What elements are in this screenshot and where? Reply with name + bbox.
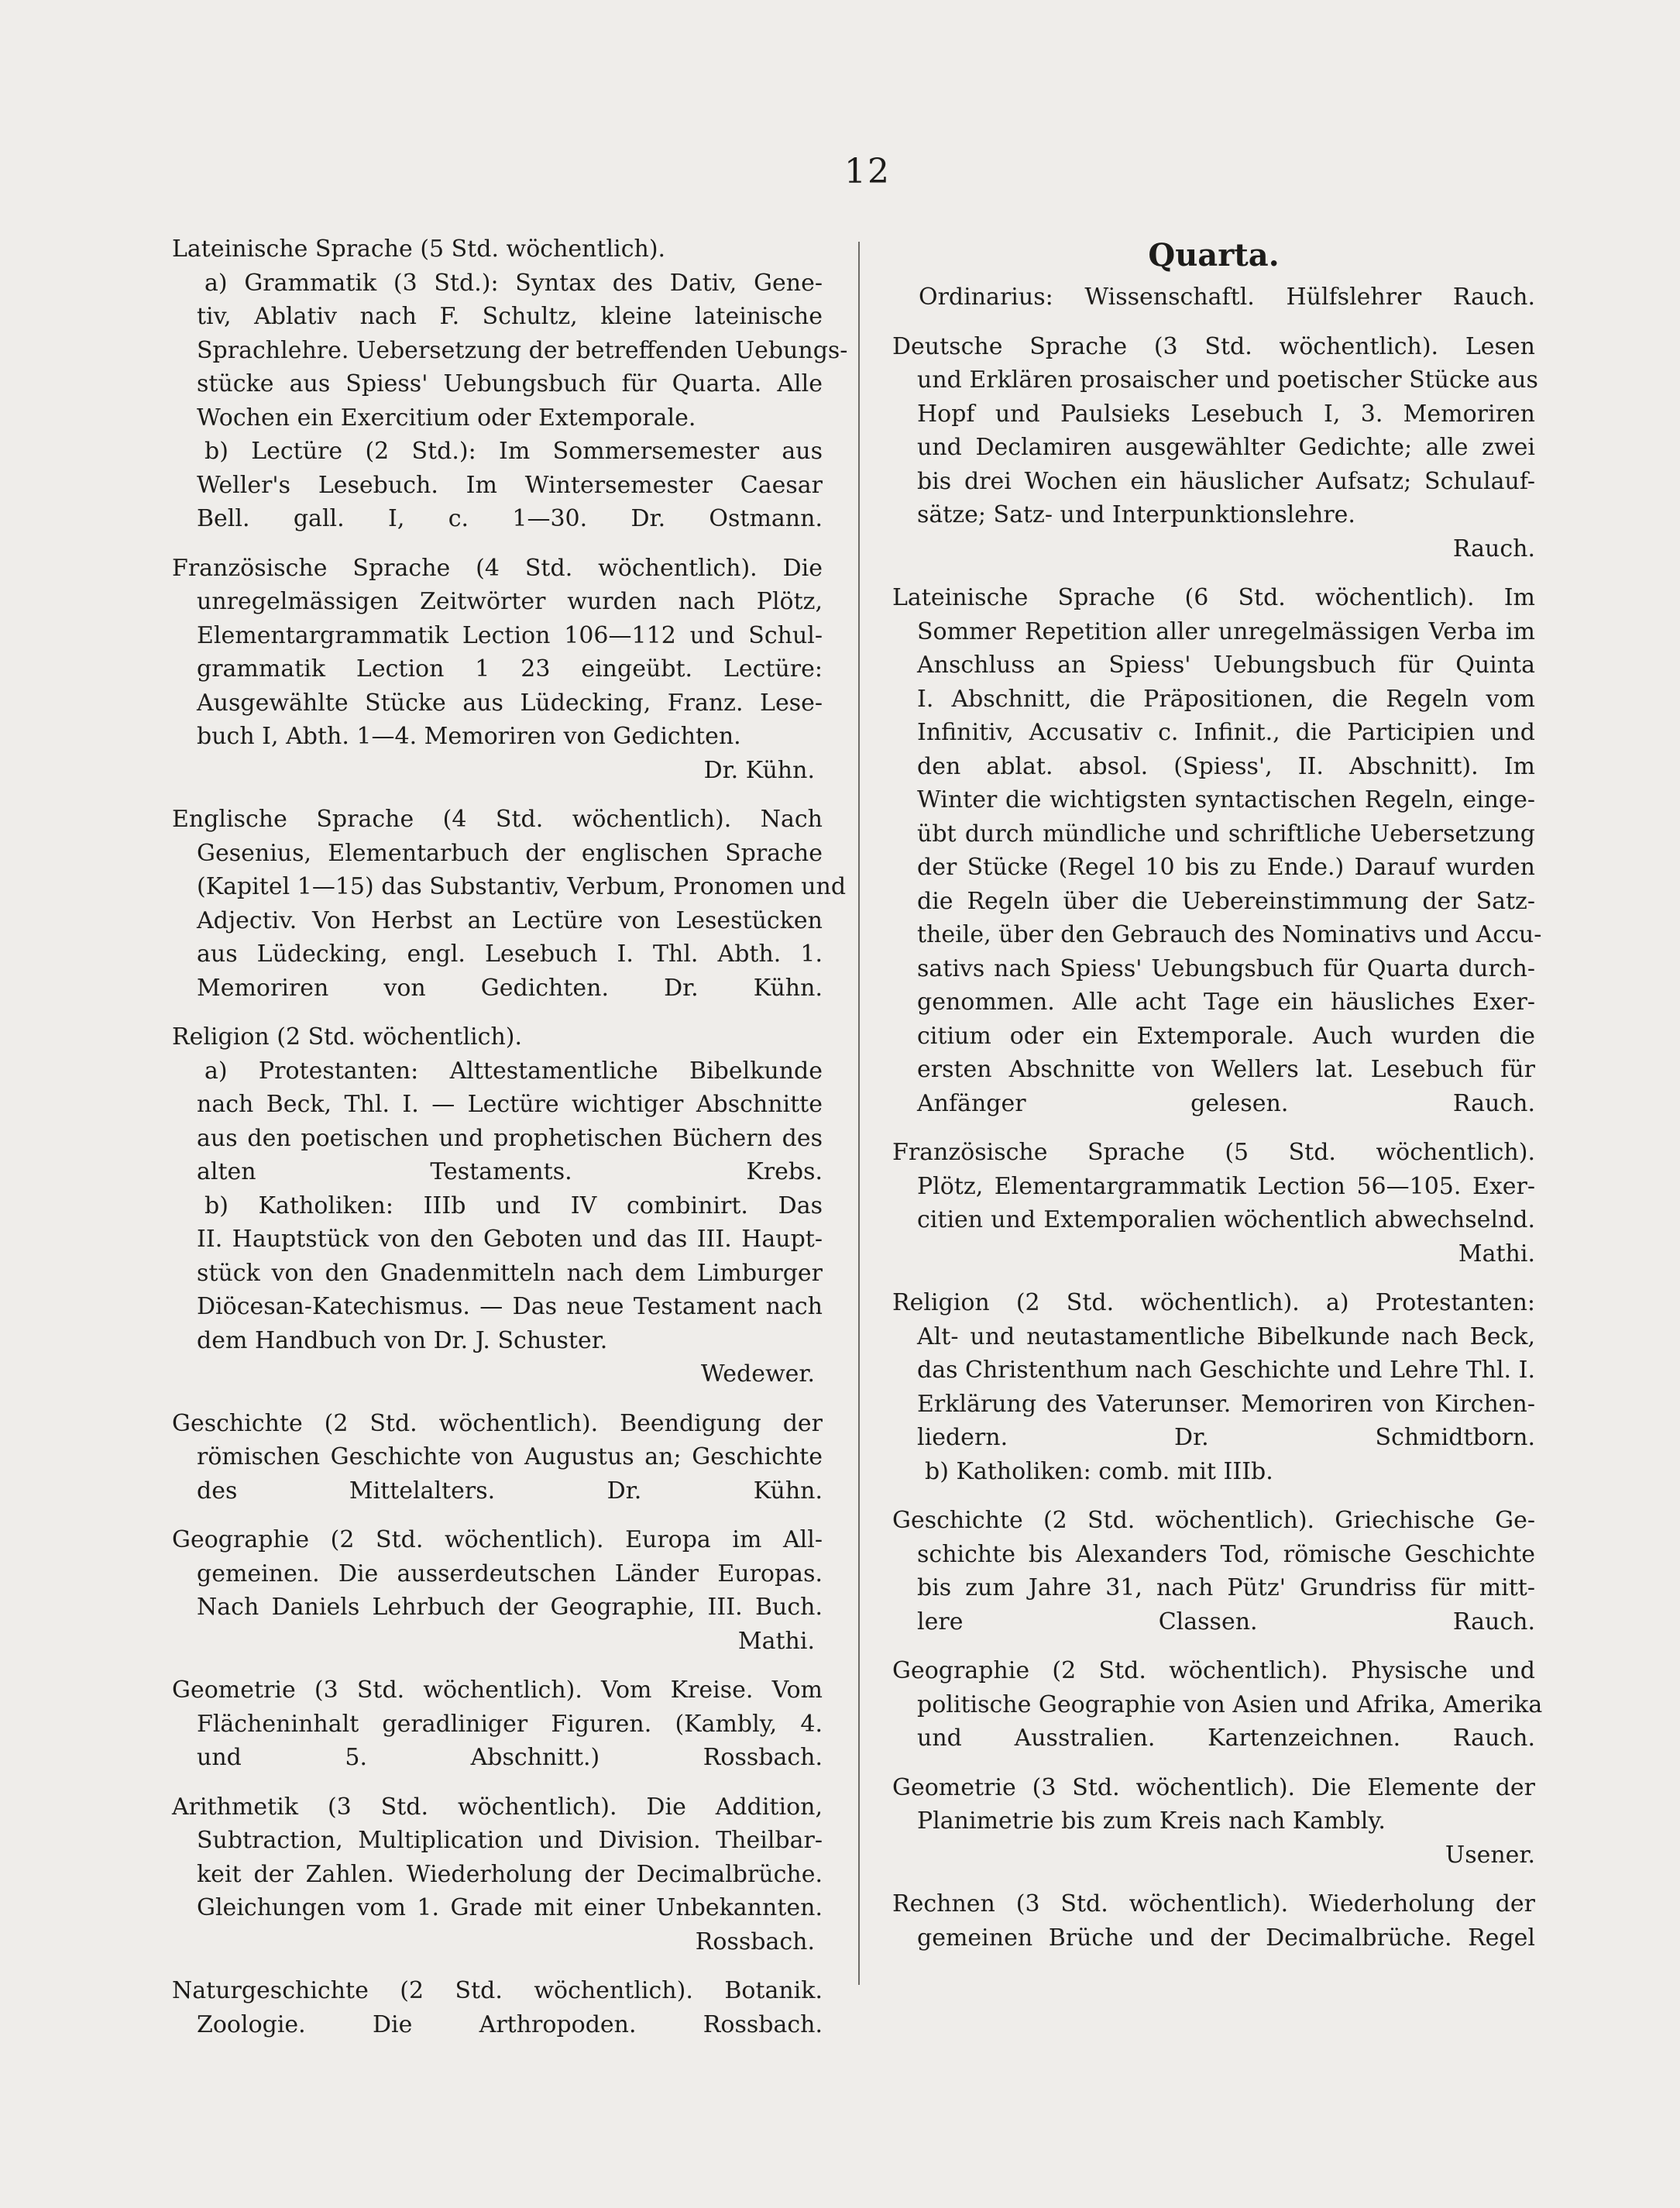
text-line: römischen Geschichte von Augustus an; Geschichte [197, 1443, 823, 1470]
text-line: Ausgewählte Stücke aus Lüdecking, Franz. Lese- [197, 689, 823, 717]
text-section [892, 1654, 1543, 1756]
text-line: Wedewer. [700, 1360, 815, 1388]
text-line: Memoriren von Gedichten. Dr. Kühn. [197, 974, 823, 1002]
text-line: Geometrie (3 Std. wöchentlich). Die Elemente der [892, 1773, 1535, 1801]
text-line: Alt- und neutastamentliche Bibelkunde nach Beck, [917, 1322, 1535, 1350]
text-line: tiv, Ablativ nach F. Schultz, kleine lateinische [197, 303, 823, 330]
text-line: Hopf und Paulsieks Lesebuch I, 3. Memoriren [917, 400, 1535, 428]
text-line: Zoologie. Die Arthropoden. Rossbach. [197, 2010, 823, 2038]
text-line: das Christenthum nach Geschichte und Lehre Thl. I. [917, 1357, 1536, 1384]
text-line: Sprachlehre. Uebersetzung der betreffenden Uebungs- [197, 336, 848, 364]
text-line: Plötz, Elementargrammatik Lection 56—105. Exer- [917, 1172, 1535, 1200]
section-title-quarta: Quarta. [1148, 237, 1280, 273]
text-section [892, 581, 1542, 1120]
text-line: Ordinarius: Wissenschaftl. Hülfslehrer Rauch. [919, 284, 1535, 311]
text-line: der Stücke (Regel 10 bis zu Ende.) Darauf wurden [917, 854, 1535, 881]
text-line: II. Hauptstück von den Geboten und das III. Haupt- [197, 1226, 823, 1253]
right-column [892, 232, 1543, 1970]
text-line: schichte bis Alexanders Tod, römische Geschichte [917, 1540, 1535, 1568]
text-line: Planimetrie bis zum Kreis nach Kambly. [917, 1807, 1386, 1835]
text-line: sätze; Satz- und Interpunktionslehre. [917, 501, 1355, 528]
text-line: lere Classen. Rauch. [917, 1608, 1535, 1635]
text-section [172, 1523, 823, 1658]
text-section [892, 330, 1538, 566]
text-line: Diöcesan-Katechismus. — Das neue Testament nach [197, 1293, 823, 1320]
text-line: alten Testaments. Krebs. [197, 1158, 823, 1185]
text-line: unregelmässigen Zeitwörter wurden nach Plötz, [197, 588, 823, 615]
text-line: Geschichte (2 Std. wöchentlich). Beendigung der [172, 1409, 823, 1437]
text-line: stücke aus Spiess' Uebungsbuch für Quarta. Alle [197, 370, 823, 397]
text-line: I. Abschnitt, die Präpositionen, die Regeln vom [917, 685, 1535, 713]
text-line: citium oder ein Extemporale. Auch wurden die [917, 1022, 1535, 1050]
text-line: Französische Sprache (5 Std. wöchentlich). [892, 1139, 1535, 1166]
text-section [892, 1136, 1535, 1271]
text-line: und Declamiren ausgewählter Gedichte; alle zwei [917, 434, 1535, 461]
text-line: Englische Sprache (4 Std. wöchentlich). Nach [172, 806, 823, 833]
text-section [892, 280, 1535, 315]
text-line: Rauch. [1452, 535, 1535, 562]
text-line: b) Lectüre (2 Std.): Im Sommersemester aus [204, 438, 823, 465]
text-line: Gleichungen vom 1. Grade mit einer Unbekannten. [197, 1894, 823, 1921]
text-section [172, 1407, 823, 1508]
text-line: und 5. Abschnitt.) Rossbach. [197, 1744, 823, 1771]
text-line: Geometrie (3 Std. wöchentlich). Vom Kreise. Vom [172, 1677, 823, 1704]
text-line: Subtraction, Multiplication und Division. Theilbar- [197, 1827, 823, 1854]
text-section [892, 1887, 1535, 1955]
text-line: liedern. Dr. Schmidtborn. [917, 1424, 1535, 1451]
text-line: Elementargrammatik Lection 106—112 und Schul- [197, 621, 823, 649]
text-line: Mathi. [1458, 1240, 1535, 1267]
text-section [892, 1504, 1535, 1639]
text-line: Lateinische Sprache (5 Std. wöchentlich). [172, 236, 666, 263]
text-line: aus den poetischen und prophetischen Büchern des [197, 1124, 823, 1152]
text-line: b) Katholiken: IIIb und IV combinirt. Das [204, 1192, 823, 1219]
text-line: keit der Zahlen. Wiederholung der Decimalbrüche. [197, 1860, 823, 1888]
text-line: Nach Daniels Lehrbuch der Geographie, III. Buch. [197, 1594, 823, 1621]
text-line: sativs nach Spiess' Uebungsbuch für Quarta durch- [917, 954, 1535, 982]
page-number: 12 [844, 152, 891, 191]
text-section [172, 1790, 823, 1959]
text-line: und Erklären prosaischer und poetischer Stücke aus [917, 366, 1538, 394]
text-line: Arithmetik (3 Std. wöchentlich). Die Addition, [172, 1793, 823, 1821]
text-line: theile, über den Gebrauch des Nominativs und Accu- [917, 921, 1542, 948]
text-line: grammatik Lection 1 23 eingeübt. Lectüre: [197, 655, 823, 683]
text-line: Religion (2 Std. wöchentlich). a) Protestanten: [892, 1289, 1535, 1316]
text-line: Erklärung des Vaterunser. Memoriren von Kirchen- [917, 1390, 1535, 1418]
text-line: Bell. gall. I, c. 1—30. Dr. Ostmann. [197, 505, 823, 532]
text-line: a) Protestanten: Alttestamentliche Bibelkunde [204, 1057, 823, 1085]
text-line: Adjectiv. Von Herbst an Lectüre von Lesestücken [197, 906, 823, 934]
text-line: Anschluss an Spiess' Uebungsbuch für Quinta [917, 652, 1535, 679]
text-line: Deutsche Sprache (3 Std. wöchentlich). Lesen [892, 332, 1535, 360]
text-line: und Ausstralien. Kartenzeichnen. Rauch. [917, 1725, 1535, 1752]
text-line: politische Geographie von Asien und Afrika, Amerika [917, 1690, 1543, 1718]
text-line: (Kapitel 1—15) das Substantiv, Verbum, Pronomen und [197, 873, 847, 900]
text-section [172, 1673, 823, 1775]
text-line: Dr. Kühn. [703, 756, 815, 784]
text-line: Geographie (2 Std. wöchentlich). Physische und [892, 1657, 1535, 1684]
text-line: dem Handbuch von Dr. J. Schuster. [197, 1326, 608, 1354]
left-column [172, 232, 848, 2057]
text-line: aus Lüdecking, engl. Lesebuch I. Thl. Abth. 1. [197, 941, 823, 968]
text-line: genommen. Alle acht Tage ein häusliches Exer- [917, 989, 1535, 1016]
text-line: den ablat. absol. (Spiess', II. Abschnitt). Im [917, 752, 1535, 780]
right-sections [892, 280, 1543, 1955]
text-section [892, 1771, 1535, 1873]
column-divider [858, 242, 860, 1985]
text-line: gemeinen Brüche und der Decimalbrüche. Regel [917, 1924, 1535, 1952]
text-line: gemeinen. Die ausserdeutschen Länder Europas. [197, 1560, 823, 1587]
text-line: a) Grammatik (3 Std.): Syntax des Dativ, Gene- [204, 269, 823, 297]
text-line: Flächeninhalt geradliniger Figuren. (Kambly, 4. [197, 1710, 823, 1738]
text-line: Lateinische Sprache (6 Std. wöchentlich). Im [892, 584, 1535, 611]
text-line: stück von den Gnadenmitteln nach dem Limburger [197, 1259, 823, 1287]
text-line: Rossbach. [695, 1928, 815, 1955]
text-line: übt durch mündliche und schriftliche Uebersetzung [917, 820, 1535, 848]
text-line: Geschichte (2 Std. wöchentlich). Griechische Ge- [892, 1507, 1535, 1534]
text-section [172, 1020, 823, 1391]
text-line: Weller's Lesebuch. Im Wintersemester Caesar [197, 471, 823, 499]
text-line: Anfänger gelesen. Rauch. [917, 1089, 1535, 1117]
text-section [892, 1286, 1535, 1488]
text-line: nach Beck, Thl. I. — Lectüre wichtiger Abschnitte [197, 1091, 823, 1118]
text-line: buch I, Abth. 1—4. Memoriren von Gedichten. [197, 723, 741, 750]
text-line: bis zum Jahre 31, nach Pütz' Grundriss für mitt- [917, 1574, 1535, 1601]
text-line: Sommer Repetition aller unregelmässigen Verba im [917, 617, 1535, 645]
text-section [172, 552, 823, 788]
text-line: citien und Extemporalien wöchentlich abwechselnd. [917, 1206, 1535, 1233]
text-line: die Regeln über die Uebereinstimmung der Satz- [917, 887, 1535, 915]
text-line: Usener. [1445, 1841, 1535, 1869]
text-line: Gesenius, Elementarbuch der englischen Sprache [197, 839, 823, 867]
text-line: Rechnen (3 Std. wöchentlich). Wiederholung der [892, 1890, 1535, 1917]
text-line: b) Katholiken: comb. mit IIIb. [925, 1457, 1273, 1485]
text-line: Mathi. [737, 1627, 815, 1655]
text-section [172, 232, 848, 536]
text-line: Religion (2 Std. wöchentlich). [172, 1023, 523, 1051]
text-line: ersten Abschnitte von Wellers lat. Lesebuch für [917, 1056, 1535, 1083]
text-line: Infinitiv, Accusativ c. Infinit., die Participien und [917, 719, 1535, 746]
text-line: Geographie (2 Std. wöchentlich). Europa im All- [172, 1526, 823, 1553]
text-line: Wochen ein Exercitium oder Extemporale. [197, 404, 696, 432]
text-section [172, 803, 847, 1005]
text-section [172, 1974, 823, 2041]
text-line: Naturgeschichte (2 Std. wöchentlich). Botanik. [172, 1977, 823, 2004]
text-line: des Mittelalters. Dr. Kühn. [197, 1477, 823, 1505]
text-line: bis drei Wochen ein häuslicher Aufsatz; Schulauf- [917, 467, 1535, 495]
text-line: Französische Sprache (4 Std. wöchentlich). Die [172, 554, 823, 582]
text-line: Winter die wichtigsten syntactischen Regeln, einge- [917, 786, 1535, 813]
